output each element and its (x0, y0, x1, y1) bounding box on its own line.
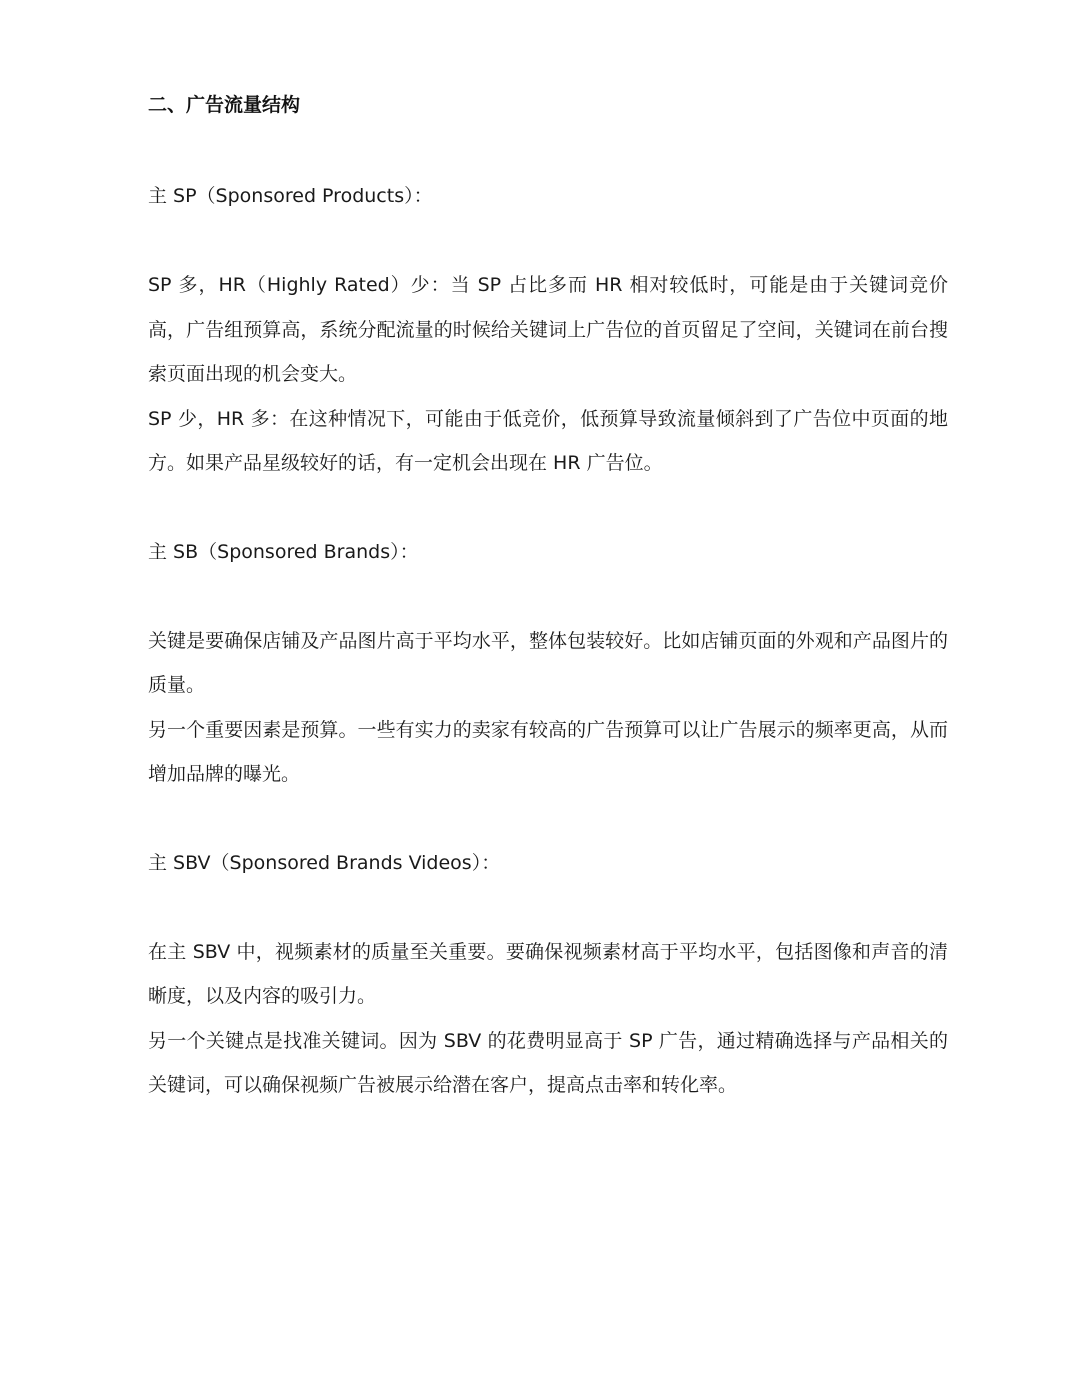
spacer (148, 218, 948, 263)
spacer (148, 124, 948, 174)
paragraph: 另一个关键点是找准关键词。因为 SBV 的花费明显高于 SP 广告，通过精确选择与产品相关的关键词，可以确保视频广告被展示给潜在客户，提高点击率和转化率。 (148, 1029, 948, 1096)
section-sbv (148, 841, 948, 1108)
section-sp (148, 174, 948, 486)
document-body (148, 86, 948, 1108)
section-heading-sp: 主 SP（Sponsored Products）： (148, 185, 433, 207)
paragraph: 在主 SBV 中，视频素材的质量至关重要。要确保视频素材高于平均水平，包括图像和声音的清晰度，以及内容的吸引力。 (148, 940, 948, 1007)
spacer (148, 797, 948, 841)
section-heading-sb: 主 SB（Sponsored Brands）： (148, 540, 419, 563)
spacer (148, 574, 948, 619)
section-heading-sbv: 主 SBV（Sponsored Brands Videos）： (148, 851, 501, 874)
section-sb (148, 530, 948, 797)
paragraph: SP 多，HR（Highly Rated）少：当 SP 占比多而 HR 相对较低时，可能是由于关键词竞价高，广告组预算高，系统分配流量的时候给关键词上广告位的首页留足了空间，关键词在前台搜索页面出现的机会变大。 (148, 274, 948, 385)
document-title: 二、广告流量结构 (148, 94, 301, 116)
paragraph: SP 少，HR 多：在这种情况下，可能由于低竞价，低预算导致流量倾斜到了广告位中页面的地方。如果产品星级较好的话，有一定机会出现在 HR 广告位。 (148, 407, 948, 474)
paragraph: 另一个重要因素是预算。一些有实力的卖家有较高的广告预算可以让广告展示的频率更高，从而增加品牌的曝光。 (148, 718, 948, 785)
spacer (148, 486, 948, 530)
paragraph: 关键是要确保店铺及产品图片高于平均水平，整体包装较好。比如店铺页面的外观和产品图片的质量。 (148, 629, 948, 696)
spacer (148, 885, 948, 930)
